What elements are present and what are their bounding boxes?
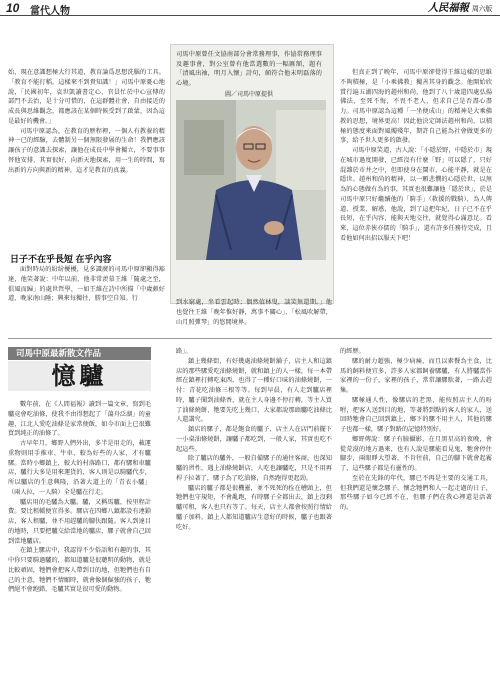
article-column-3 [340, 68, 492, 338]
article-paragraph: 面對時局的紛紛擾擾，見多識廣的司馬中原卻顯得豁達，他笑著說：中年以前，他非常羨慕王維「隨處之至，俱風而歸」的處世哲學，一如王維在詩中所描「中歲頗好道，晚家南山陲；興來每獨往，勝事空自知。行 [8, 266, 165, 303]
essay-paragraph: 至於在先鋒的年代，騾已不再是主要的交通工具，但我們還是懷念騾子，懷念牠們和人一起走過的日子，那些騾子如今已經不在，但騾子們在我心裡還是活著的。 [340, 474, 492, 511]
photo-credit: 圖／司馬中原提供 [224, 90, 273, 98]
article-column-2 [176, 298, 332, 338]
essay-paragraph: 騾極通人性，像騾店的老黑，能按照店主人的吩咐，把客人送到目的地，等著將到點的客人的家人，送回時牠會自己回到鎮上，鄉下的騾不用主人，其他的騾子也都一樣，騾子對路的記憶特別好。 [340, 396, 492, 433]
essay-column-b [176, 347, 332, 688]
article-paragraph: 司馬中原笑道，古人說：「小隱於野，中隱於市」現在城市過度開發，已經沒有什麼「野」可以隱了，只好混雜於市井之中，但即使身在鬧市，心能平靜，就是在隱世。趙州和尚的精神，以一顆悲憫的心隱於世，以無為的心態做有為的事，其實也很難讓他「隱於世」，於是司馬中原只好繼續他的「騎手」（救援的戰騎），為人傳道、授業、解惑，他說，到了這把年紀，日子已不在乎長短，在乎內容，能與天地交往，就覺得心滿意足。看來，這位赤俠亦儒的「騎手」，還有許多任務待完成，且看他如何出招以服天下吧！ [340, 147, 492, 242]
essay-paragraph: 鎮上幾條街，有好幾處油條燒餅舖子，店主人和這鎮店的那些騾愛吃油條燒餅，就和鎮上的人一樣，每一本帶經在鎮裡打轉吃東西，也得了一種好口味的油條燒餅，一付：青花吃油條三根等等。每到早晨，有人走到驢店裡時，驢子聞到油條香，就在主人身邊不停打轉，等主人買了油條燒餅，牠要先吃上幾口，大家都說那頭驢吃油條比人還講究。 [176, 357, 332, 424]
feature-title: 憶驢 [8, 361, 151, 391]
article-column-1 [8, 68, 165, 248]
essay-paragraph: 數年前，在《人間福報》讀到一篇文章，寫到毛驢竟會吃油條，使我不由得想起了「蕩舟泛湖」的童趣，江北人愛吃油條是家常便飯，如今市面上已很難買到純正的油條了。 [8, 401, 151, 438]
section-divider [8, 338, 492, 339]
essay-paragraph: 的經歷。 [340, 348, 365, 355]
page-header [0, 0, 500, 16]
article-paragraph: 司馬中原認為，在教育的歷程裡，一個人有教養的精神一已的經驗，去體制另一個無限發展的生命！我們應該讓孩子的意識去探索，讓他在成長中學會獨立，不要事事替他安排，其實很好，向新天地探索，用一生的時間，寫出新的方向與新的精神，這才是教育的真義。 [8, 127, 165, 174]
essay-column-c [340, 347, 492, 688]
essay-paragraph: 鄉野傳說：騾子有臉攝影，在月黑星高的夜晚，會從荒漠的地方過來，也有人說是騾能看見鬼，牠會停住腳步，兩眼睜大望著，不肯往前，自己的腳下就會起霧了，這些騾子都是有靈性的。 [340, 435, 492, 472]
essay-paragraph: 除了驢店的驢外，一般自備騾子的通往客商，也深知驢的習性，遇上油條燒餅店，人吃也讓驢吃，只是不用再桿子拉著了，騾子為了吃油條，自然跑得更起勁。 [176, 455, 332, 482]
essay-paragraph: 驢店的驢子都是很機靈，並不死死的拴在槽頭上，但牠們也守規矩，不會亂跑，有時騾子全都出去，鎮上沒剩驢可租，客人也只有等了。每天，店主人都會按照行情給驢子加料，鎮上人都知道驢店生意好的時候，驢子也跟著吃好。 [176, 484, 332, 531]
article-paragraph: 始，現在意識想極大行其道，教育論爲思想洗腦的工具。「教育不能打稻，這樣來不到貴知識！」司馬中原憂心地說，「民國初年，袁世凱讀書定心，官員忙於中心宣傳的部門不去治，是十分可惜的，在這群體社會，自由接近的成長與思維觀念，都應該在某個時候受到了啟蒙，因為這是最好的機會。」 [8, 69, 165, 125]
article-column-1-closing [8, 265, 165, 333]
newspaper-masthead [428, 0, 492, 15]
portrait-illustration [176, 100, 326, 260]
essay-paragraph: 驢店用的毛驢為大驢。驢，又稱馬驢，按里程計費。要比租轎便宜得多。騾店在四鄉八鎮都設有連鎖店，客人租驢，並不用趕驢的腳伕跟隨。客人到達目的地時，只要把驢交給當地的驢店，騾子就會自己回到當地驢店。 [8, 498, 151, 545]
page-number: 10 [6, 1, 20, 15]
portrait-photo [176, 100, 326, 260]
essay-paragraph: 騾的耐力超強，極少病痛，而且以素餐為主食，比馬的飼料便宜多，許多人家都飼養騾驢，有人將驢當作家裡的一份子，家裡的孩子，常常讓騾馱著，一路去趕集。 [340, 357, 492, 394]
article-subhead: 日子不在乎長短 在乎內容 [10, 254, 112, 264]
section-title: 當代人物 [30, 6, 70, 17]
essay-paragraph: 路」。 [176, 348, 192, 355]
feature-label: 司馬中原最新散文作品 [16, 348, 102, 358]
masthead-name: 人民福報 [427, 2, 469, 14]
masthead-edition: 周六版 [471, 5, 492, 13]
article-paragraph: 但真正到了晚年，司馬中原卻覺得王維這樣的思維不夠積極，是「小乘佛教」獨善其身的觀念。他開始欣賞行遍五湖四海的趙州和尚，他到了八十歲還四處弘揚佛法，至死不悔，不畏不老人，但求自己是否盡心盡力。司馬中原認為這種「一坐便成山」的精神是大乘佛教的思想，境界更高！因此他決定師法趙州和尚，以積極的態度來面對風燭殘年，期許自己能為社會做更多的事，給予世人更多的啟發。 [340, 69, 492, 145]
photo-caption [176, 50, 322, 100]
essay-paragraph: 鎮店的騾子，都是飽食的驢子，店主人在店門前擺下一小桌油條燒餅，讓驢子都吃到，一般人家，其實也吃不起這些。 [176, 426, 332, 453]
article-paragraph: 到水窮處，坐看雲起時；偶然值林叟，談笑無還期。」他也覺往王維「晚年惟好靜，萬事不關心」、「松風吹解帶，山月照彈琴」的悠閒境界。 [176, 299, 332, 326]
essay-column-a [8, 400, 151, 688]
photo-caption-text: 司馬中原曾任文協南部分會常務理事，作協常務理事及趣事會，對公室曾有他當選數的一幅匾額，題有「清風出袖，明月入懷」詩句，頗符合他未明磊落的心境。 [176, 51, 322, 88]
essay-paragraph: 在鎮上騾店中，我認得不少俗語和有趣的事，其中你只要騎過驢的，都知道驢是很聰明的動物，就是比較頑固，牠們會把客人帶到目的地，但牠們也有自己的主意，牠們不情願時，就會像個倔強的孩子，牠們絕不會跑錯，毛驢其實是很可愛的動物。 [8, 547, 151, 594]
essay-paragraph: 古早年月，鄉野人們外出，多半是用走的，載運重物則用手推車、牛車，較為好些的人家，才有驢騾。當時小鄉鎮上，較大的村落路口，都有騾和車驢店，驢行大多是用來運貨的，客人則是以騎驢代步，所以驢店的生意興隆，沿著大道上的「青衣小驢」（兩人拉，一人騎）全是驢在行走。 [8, 440, 151, 496]
